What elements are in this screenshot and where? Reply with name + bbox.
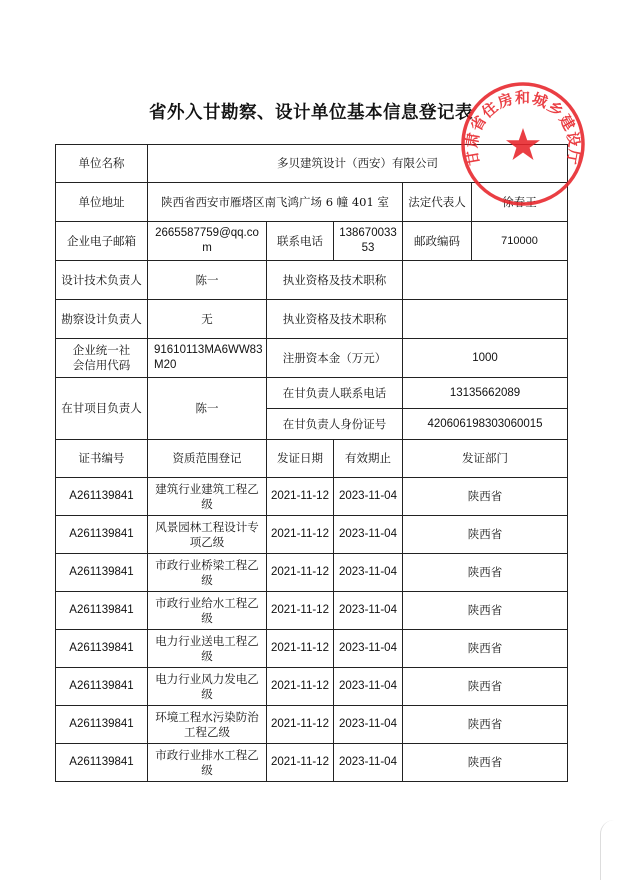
cert-header-expire: 有效期止 (334, 440, 403, 478)
seal-text-path: 甘肃省住房和城乡建设厅 (462, 88, 584, 168)
row-credit (56, 339, 568, 378)
cert-issue-date: 2021-11-12 (267, 516, 334, 554)
legal-rep-value: 徐春王 (502, 194, 537, 209)
page-title: 省外入甘勘察、设计单位基本信息登记表 (149, 103, 473, 123)
cert-expire-date: 2023-11-04 (334, 668, 403, 706)
gansu-phone-value: 13135662089 (403, 378, 568, 409)
postcode-cell (403, 222, 568, 261)
postcode-value: 710000 (501, 234, 538, 247)
phone-value: 13867003353 (334, 222, 403, 261)
row-address (56, 183, 568, 222)
gansu-id-label: 在甘负责人身份证号 (267, 409, 403, 440)
cert-expire-date: 2023-11-04 (334, 706, 403, 744)
cert-issue-date: 2021-11-12 (267, 744, 334, 782)
page-corner-mark (600, 820, 622, 880)
cert-issue-date: 2021-11-12 (267, 478, 334, 516)
phone-label: 联系电话 (267, 222, 334, 261)
survey-qual-value (403, 300, 568, 339)
cert-row (56, 478, 568, 516)
credit-code-value: 91610113MA6WW83M20 (148, 339, 267, 378)
postcode-label: 邮政编码 (414, 233, 460, 248)
row-contact (56, 222, 568, 261)
cert-issue-date: 2021-11-12 (267, 706, 334, 744)
legal-rep-cell (403, 183, 568, 222)
cert-row (56, 592, 568, 630)
cert-number: A261139841 (56, 630, 148, 668)
unit-name-value: 多贝建筑设计（西安）有限公司 (148, 145, 568, 183)
cert-number: A261139841 (56, 744, 148, 782)
capital-value: 1000 (403, 339, 568, 378)
cert-dept: 陕西省 (403, 668, 568, 706)
address-label: 单位地址 (56, 183, 148, 222)
cert-header-issue: 发证日期 (267, 440, 334, 478)
cert-row (56, 744, 568, 782)
cert-scope: 市政行业桥梁工程乙级 (148, 554, 267, 592)
row-unit-name (56, 145, 568, 183)
cert-expire-date: 2023-11-04 (334, 554, 403, 592)
cert-row (56, 668, 568, 706)
cert-expire-date: 2023-11-04 (334, 630, 403, 668)
gansu-phone-label: 在甘负责人联系电话 (267, 378, 403, 409)
cert-number: A261139841 (56, 592, 148, 630)
cert-header-row (56, 440, 568, 478)
gansu-id-value: 420606198303060015 (403, 409, 568, 440)
cert-row (56, 516, 568, 554)
cert-scope: 电力行业送电工程乙级 (148, 630, 267, 668)
cert-number: A261139841 (56, 554, 148, 592)
address-value: 陕西省西安市雁塔区南飞鸿广场 6 幢 401 室 (148, 183, 403, 222)
credit-code-label: 企业统一社会信用代码 (56, 339, 148, 378)
cert-expire-date: 2023-11-04 (334, 516, 403, 554)
cert-number: A261139841 (56, 478, 148, 516)
cert-number: A261139841 (56, 516, 148, 554)
design-qual-label: 执业资格及技术职称 (267, 261, 403, 300)
survey-qual-label: 执业资格及技术职称 (267, 300, 403, 339)
cert-expire-date: 2023-11-04 (334, 744, 403, 782)
cert-issue-date: 2021-11-12 (267, 668, 334, 706)
cert-issue-date: 2021-11-12 (267, 630, 334, 668)
cert-issue-date: 2021-11-12 (267, 592, 334, 630)
registration-table (55, 144, 568, 782)
email-label: 企业电子邮箱 (56, 222, 148, 261)
design-tech-label: 设计技术负责人 (56, 261, 148, 300)
cert-scope: 风景园林工程设计专项乙级 (148, 516, 267, 554)
cert-expire-date: 2023-11-04 (334, 478, 403, 516)
row-design-tech (56, 261, 568, 300)
cert-expire-date: 2023-11-04 (334, 592, 403, 630)
cert-dept: 陕西省 (403, 630, 568, 668)
design-qual-value (403, 261, 568, 300)
cert-dept: 陕西省 (403, 554, 568, 592)
cert-number: A261139841 (56, 668, 148, 706)
gansu-lead-value: 陈一 (148, 378, 267, 440)
cert-row (56, 554, 568, 592)
cert-scope: 建筑行业建筑工程乙级 (148, 478, 267, 516)
row-survey-lead (56, 300, 568, 339)
survey-lead-value: 无 (148, 300, 267, 339)
cert-number: A261139841 (56, 706, 148, 744)
cert-scope: 环境工程水污染防治工程乙级 (148, 706, 267, 744)
email-value: 2665587759@qq.com (148, 222, 267, 261)
cert-dept: 陕西省 (403, 478, 568, 516)
cert-dept: 陕西省 (403, 592, 568, 630)
cert-header-dept: 发证部门 (403, 440, 568, 478)
cert-dept: 陕西省 (403, 744, 568, 782)
cert-scope: 市政行业排水工程乙级 (148, 744, 267, 782)
capital-label: 注册资本金（万元） (267, 339, 403, 378)
cert-dept: 陕西省 (403, 706, 568, 744)
cert-scope: 市政行业给水工程乙级 (148, 592, 267, 630)
row-gansu-phone (56, 378, 568, 409)
legal-rep-label: 法定代表人 (408, 194, 466, 209)
gansu-lead-label: 在甘项目负责人 (56, 378, 148, 440)
cert-header-scope: 资质范围登记 (148, 440, 267, 478)
cert-row (56, 706, 568, 744)
design-tech-value: 陈一 (148, 261, 267, 300)
cert-header-number: 证书编号 (56, 440, 148, 478)
cert-scope: 电力行业风力发电乙级 (148, 668, 267, 706)
cert-row (56, 630, 568, 668)
survey-lead-label: 勘察设计负责人 (56, 300, 148, 339)
unit-name-label: 单位名称 (56, 145, 148, 183)
cert-issue-date: 2021-11-12 (267, 554, 334, 592)
cert-dept: 陕西省 (403, 516, 568, 554)
